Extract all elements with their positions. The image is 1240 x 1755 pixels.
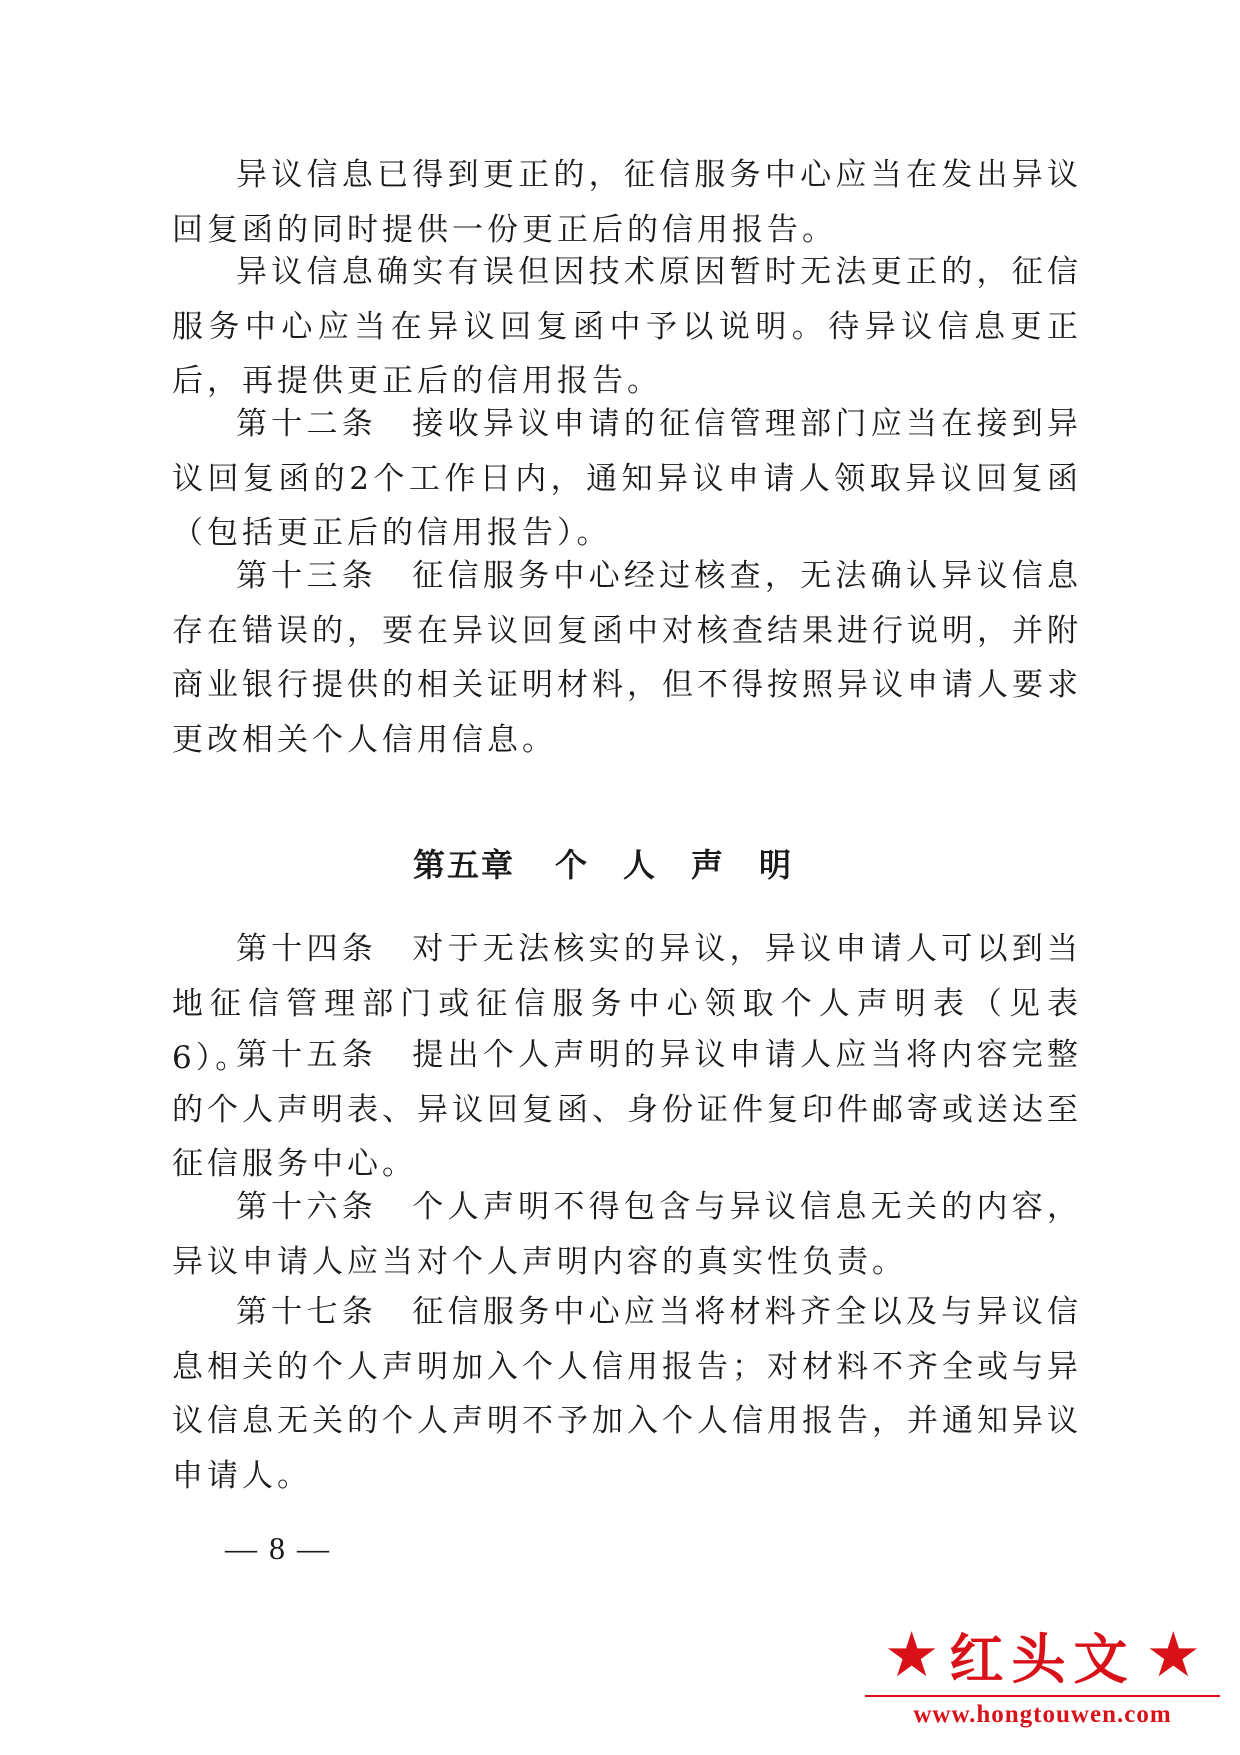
star-icon: ★ <box>883 1618 940 1691</box>
paragraph-correction-provided: 异议信息已得到更正的，征信服务中心应当在发出异议回复函的同时提供一份更正后的信用报告。 <box>172 157 1082 248</box>
watermark-url: www.hongtouwen.com <box>865 1695 1220 1729</box>
paragraph-article-14: 第十四条 对于无法核实的异议，异议申请人可以到当地征信管理部门或征信服务中心领取个人声明表（见表6）。 <box>172 931 1082 1076</box>
chapter-number: 第五章 <box>412 846 515 884</box>
paragraph-article-13: 第十三条 征信服务中心经过核查，无法确认异议信息存在错误的，要在异议回复函中对核查结果进行说明，并附商业银行提供的相关证明材料，但不得按照异议申请人要求更改相关个人信用信息。 <box>172 558 1082 758</box>
chapter-heading <box>0 840 1240 886</box>
paragraph-article-12: 第十二条 接收异议申请的征信管理部门应当在接到异议回复函的2个工作日内，通知异议申请人领取异议回复函（包括更正后的信用报告）。 <box>172 406 1082 551</box>
paragraph-article-15: 第十五条 提出个人声明的异议申请人应当将内容完整的个人声明表、异议回复函、身份证件复印件邮寄或送达至征信服务中心。 <box>172 1037 1082 1182</box>
page-number: — 8 — <box>225 1530 331 1566</box>
watermark <box>845 1615 1240 1750</box>
watermark-name: 红头文 <box>949 1627 1136 1691</box>
paragraph-article-16: 第十六条 个人声明不得包含与异议信息无关的内容，异议申请人应当对个人声明内容的真实性负责。 <box>172 1189 1082 1280</box>
watermark-title-row <box>845 1615 1240 1695</box>
paragraph-article-17: 第十七条 征信服务中心应当将材料齐全以及与异议信息相关的个人声明加入个人信用报告；对材料不齐全或与异议信息无关的个人声明不予加入个人信用报告，并通知异议申请人。 <box>172 1294 1082 1494</box>
chapter-title: 个人声明 <box>555 846 828 884</box>
paragraph-technical-reason: 异议信息确实有误但因技术原因暂时无法更正的，征信服务中心应当在异议回复函中予以说明。待异议信息更正后，再提供更正后的信用报告。 <box>172 254 1082 399</box>
star-icon: ★ <box>1145 1618 1202 1691</box>
